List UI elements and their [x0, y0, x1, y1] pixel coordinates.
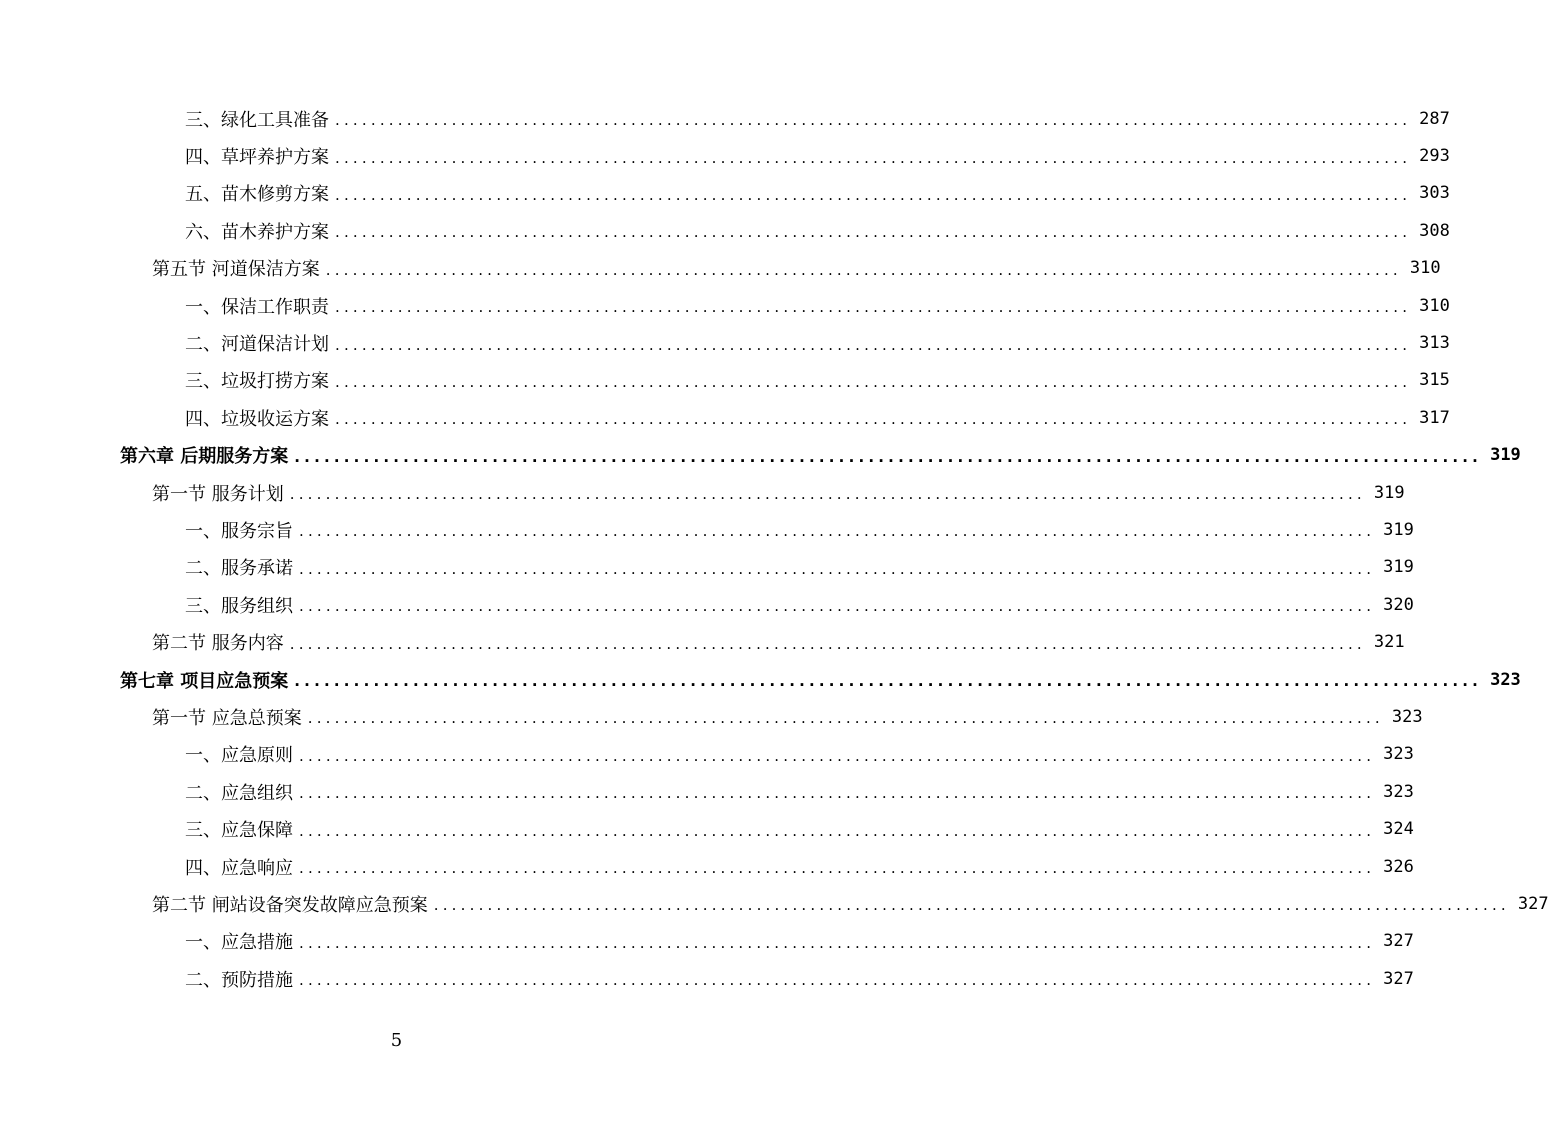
toc-entry-item[interactable]: [0, 549, 1414, 586]
toc-dot-leader: ........................................................................................................................: [335, 298, 1412, 317]
toc-entry-page: 315: [1419, 370, 1450, 391]
toc-entry-title: 六、苗木养护方案: [185, 221, 329, 243]
toc-entry-title: 一、应急原则: [185, 745, 293, 767]
toc-entry-page: 321: [1373, 632, 1405, 653]
toc-dot-leader: ........................................................................................................................: [299, 746, 1376, 765]
toc-entry-page: 310: [1419, 295, 1450, 316]
toc-entry-item[interactable]: [0, 923, 1414, 960]
toc-entry-title: 第五节 河道保洁方案: [152, 259, 320, 281]
toc-dot-leader: ........................................................................................................................: [335, 410, 1412, 429]
toc-entry-title: 五、苗木修剪方案: [185, 184, 329, 206]
toc-dot-leader: ........................................................................................................................: [335, 185, 1412, 204]
toc-dot-leader: ........................................................................................................................: [299, 933, 1376, 952]
toc-dot-leader: ........................................................................................................................: [289, 485, 1366, 504]
toc-entry-page: 320: [1383, 594, 1414, 615]
toc-entry-item[interactable]: [0, 773, 1414, 810]
toc-entry-page: 303: [1419, 183, 1450, 204]
toc-dot-leader: ........................................................................................................................: [294, 672, 1483, 691]
toc-entry-page: 310: [1409, 258, 1441, 279]
toc-entry-page: 327: [1383, 931, 1414, 952]
toc-entry-page: 323: [1383, 744, 1414, 765]
toc-entry-section[interactable]: [0, 474, 1405, 511]
toc-entry-title: 第一节 服务计划: [152, 483, 284, 505]
toc-entry-section[interactable]: [0, 250, 1441, 287]
toc-entry-title: 第二节 闸站设备突发故障应急预案: [152, 894, 428, 916]
toc-dot-leader: ........................................................................................................................: [299, 559, 1376, 578]
toc-dot-leader: ........................................................................................................................: [335, 111, 1412, 130]
toc-entry-item[interactable]: [0, 287, 1450, 324]
toc-entry-item[interactable]: [0, 100, 1450, 137]
toc-entry-title: 四、应急响应: [185, 857, 293, 879]
toc-entry-page: 319: [1490, 445, 1521, 466]
toc-dot-leader: ........................................................................................................................: [299, 859, 1376, 877]
toc-entry-item[interactable]: [0, 511, 1414, 548]
toc-dot-leader: ........................................................................................................................: [335, 335, 1412, 354]
toc-entry-title: 一、服务宗旨: [185, 520, 293, 542]
toc-entry-item[interactable]: [0, 736, 1414, 773]
toc-entry-title: 第一节 应急总预案: [152, 707, 302, 729]
toc-entry-item[interactable]: [0, 175, 1450, 212]
toc-entry-title: 第二节 服务内容: [152, 633, 284, 655]
toc-dot-leader: ........................................................................................................................: [325, 260, 1402, 279]
toc-entry-section[interactable]: [0, 885, 1549, 922]
toc-entry-page: 323: [1391, 706, 1423, 727]
toc-entry-title: 二、应急组织: [185, 782, 293, 804]
toc-entry-title: 第六章 后期服务方案: [120, 446, 289, 468]
toc-entry-page: 319: [1383, 519, 1414, 540]
toc-entry-item[interactable]: [0, 810, 1414, 847]
toc-entry-item[interactable]: [0, 399, 1450, 436]
toc-dot-leader: ........................................................................................................................: [433, 896, 1510, 915]
toc-dot-leader: ........................................................................................................................: [335, 223, 1412, 242]
toc-entry-page: 293: [1419, 146, 1450, 167]
toc-entry-item[interactable]: [0, 586, 1414, 623]
toc-entry-title: 二、河道保洁计划: [185, 334, 329, 356]
toc-entry-page: 323: [1490, 669, 1521, 690]
toc-entry-title: 二、服务承诺: [185, 558, 293, 580]
toc-entry-title: 四、草坪养护方案: [185, 147, 329, 169]
toc-entry-page: 324: [1383, 819, 1414, 840]
toc-dot-leader: ........................................................................................................................: [299, 597, 1376, 616]
toc-entry-page: 308: [1419, 220, 1450, 241]
toc-entry-page: 317: [1419, 407, 1450, 428]
toc-dot-leader: ........................................................................................................................: [299, 784, 1376, 803]
toc-entry-title: 三、垃圾打捞方案: [185, 371, 329, 393]
toc-entry-title: 三、应急保障: [185, 820, 293, 842]
toc-entry-item[interactable]: [0, 137, 1450, 174]
toc-entry-item[interactable]: [0, 960, 1414, 997]
toc-entry-page: 323: [1383, 781, 1414, 802]
table-of-contents: [0, 100, 1549, 997]
toc-entry-title: 四、垃圾收运方案: [185, 408, 329, 430]
toc-entry-title: 三、绿化工具准备: [185, 109, 329, 131]
toc-entry-item[interactable]: [0, 324, 1450, 361]
toc-entry-chapter[interactable]: [0, 437, 1521, 474]
toc-entry-title: 一、应急措施: [185, 932, 293, 954]
toc-entry-page: 327: [1383, 968, 1414, 989]
toc-entry-page: 319: [1383, 557, 1414, 578]
page-number: 5: [390, 1030, 403, 1051]
toc-entry-chapter[interactable]: [0, 661, 1521, 698]
toc-entry-page: 326: [1383, 856, 1414, 877]
toc-dot-leader: ........................................................................................................................: [299, 522, 1376, 541]
toc-entry-title: 第七章 项目应急预案: [120, 670, 289, 692]
toc-entry-page: 287: [1419, 108, 1450, 129]
toc-dot-leader: ........................................................................................................................: [335, 148, 1412, 167]
toc-dot-leader: ........................................................................................................................: [335, 372, 1412, 391]
toc-entry-page: 313: [1419, 333, 1450, 354]
toc-entry-section[interactable]: [0, 623, 1405, 660]
toc-entry-title: 三、服务组织: [185, 595, 293, 617]
toc-entry-item[interactable]: [0, 848, 1414, 885]
toc-dot-leader: ........................................................................................................................: [299, 971, 1376, 990]
toc-entry-title: 一、保洁工作职责: [185, 296, 329, 318]
toc-entry-page: 319: [1373, 482, 1405, 503]
toc-dot-leader: ........................................................................................................................: [289, 634, 1366, 653]
toc-entry-page: 327: [1517, 893, 1549, 914]
toc-dot-leader: ........................................................................................................................: [299, 821, 1376, 840]
toc-entry-section[interactable]: [0, 698, 1423, 735]
toc-dot-leader: ........................................................................................................................: [294, 447, 1483, 466]
toc-entry-title: 二、预防措施: [185, 969, 293, 991]
toc-entry-item[interactable]: [0, 212, 1450, 249]
toc-entry-item[interactable]: [0, 362, 1450, 399]
toc-dot-leader: ........................................................................................................................: [307, 709, 1384, 728]
